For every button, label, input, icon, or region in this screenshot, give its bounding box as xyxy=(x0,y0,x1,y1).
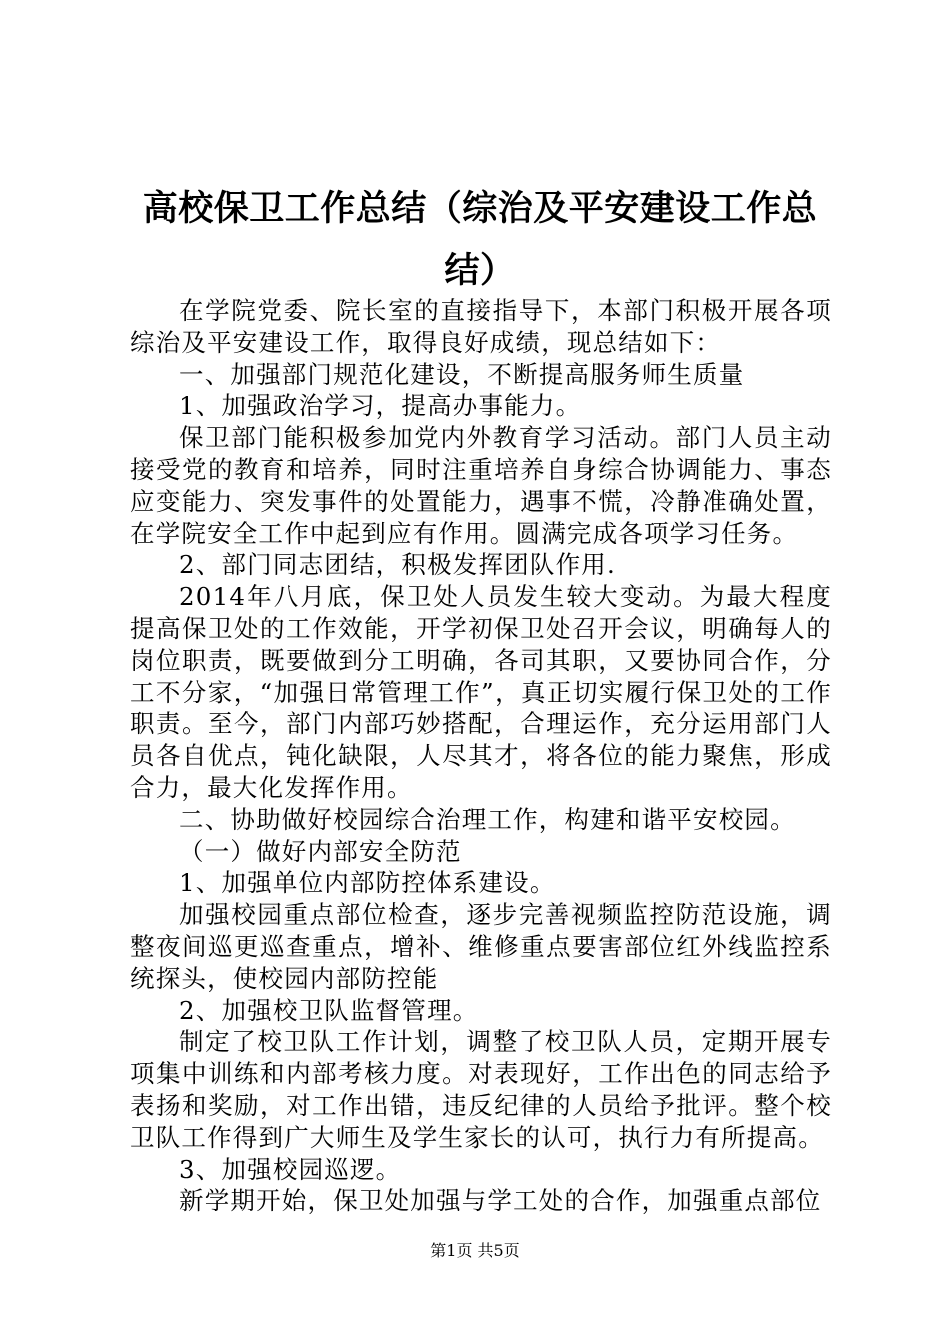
subsection-heading: 2、部门同志团结，积极发挥团队作用. xyxy=(179,550,616,580)
subsection-heading: 2、加强校卫队监督管理。 xyxy=(179,995,479,1025)
paragraph: 制定了校卫队工作计划，调整了校卫队人员，定期开展专项集中训练和内部考核力度。对表现好，工作出色的同志给予表扬和奖励，对工作出错，违反纪律的人员给予批评。整个校卫队工作得到广大师生及学生家长的认可，执行力有所提高。 xyxy=(130,1027,832,1152)
document-title: 高校保卫工作总结（综治及平安建设工作总结） xyxy=(142,188,818,291)
subsection-heading: （一）做好内部安全防范 xyxy=(179,836,462,866)
section-heading: 一、加强部门规范化建设，不断提高服务师生质量 xyxy=(179,359,745,389)
subsection-heading: 1、加强政治学习，提高办事能力。 xyxy=(179,391,582,421)
subsection-heading: 3、加强校园巡逻。 xyxy=(179,1154,402,1184)
paragraph: 加强校园重点部位检查，逐步完善视频监控防范设施，调整夜间巡更巡查重点，增补、维修重点要害部位红外线监控系统探头，使校园内部防控能 xyxy=(130,900,832,993)
page-footer: 第1页 共5页 xyxy=(430,1241,520,1260)
subsection-heading: 1、加强单位内部防控体系建设。 xyxy=(179,868,556,898)
section-heading: 二、协助做好校园综合治理工作，构建和谐平安校园。 xyxy=(179,804,796,834)
paragraph: 在学院党委、院长室的直接指导下，本部门积极开展各项综治及平安建设工作，取得良好成绩，现总结如下： xyxy=(130,296,832,357)
paragraph: 保卫部门能积极参加党内外教育学习活动。部门人员主动接受党的教育和培养，同时注重培养自身综合协调能力、事态应变能力、突发事件的处置能力，遇事不慌，冷静准确处置，在学院安全工作中起到应有作用。圆满完成各项学习任务。 xyxy=(130,423,832,548)
paragraph: 新学期开始，保卫处加强与学工处的合作，加强重点部位 xyxy=(179,1186,822,1216)
paragraph: 2014年八月底，保卫处人员发生较大变动。为最大程度提高保卫处的工作效能，开学初保卫处召开会议，明确每人的岗位职责，既要做到分工明确，各司其职，又要协同合作，分工不分家，“加强日常管理工作”，真正切实履行保卫处的工作职责。至今，部门内部巧妙搭配，合理运作，充分运用部门人员各自优点，钝化缺限，人尽其才，将各位的能力聚焦，形成合力，最大化发挥作用。 xyxy=(130,582,832,802)
document-body xyxy=(130,295,832,1217)
